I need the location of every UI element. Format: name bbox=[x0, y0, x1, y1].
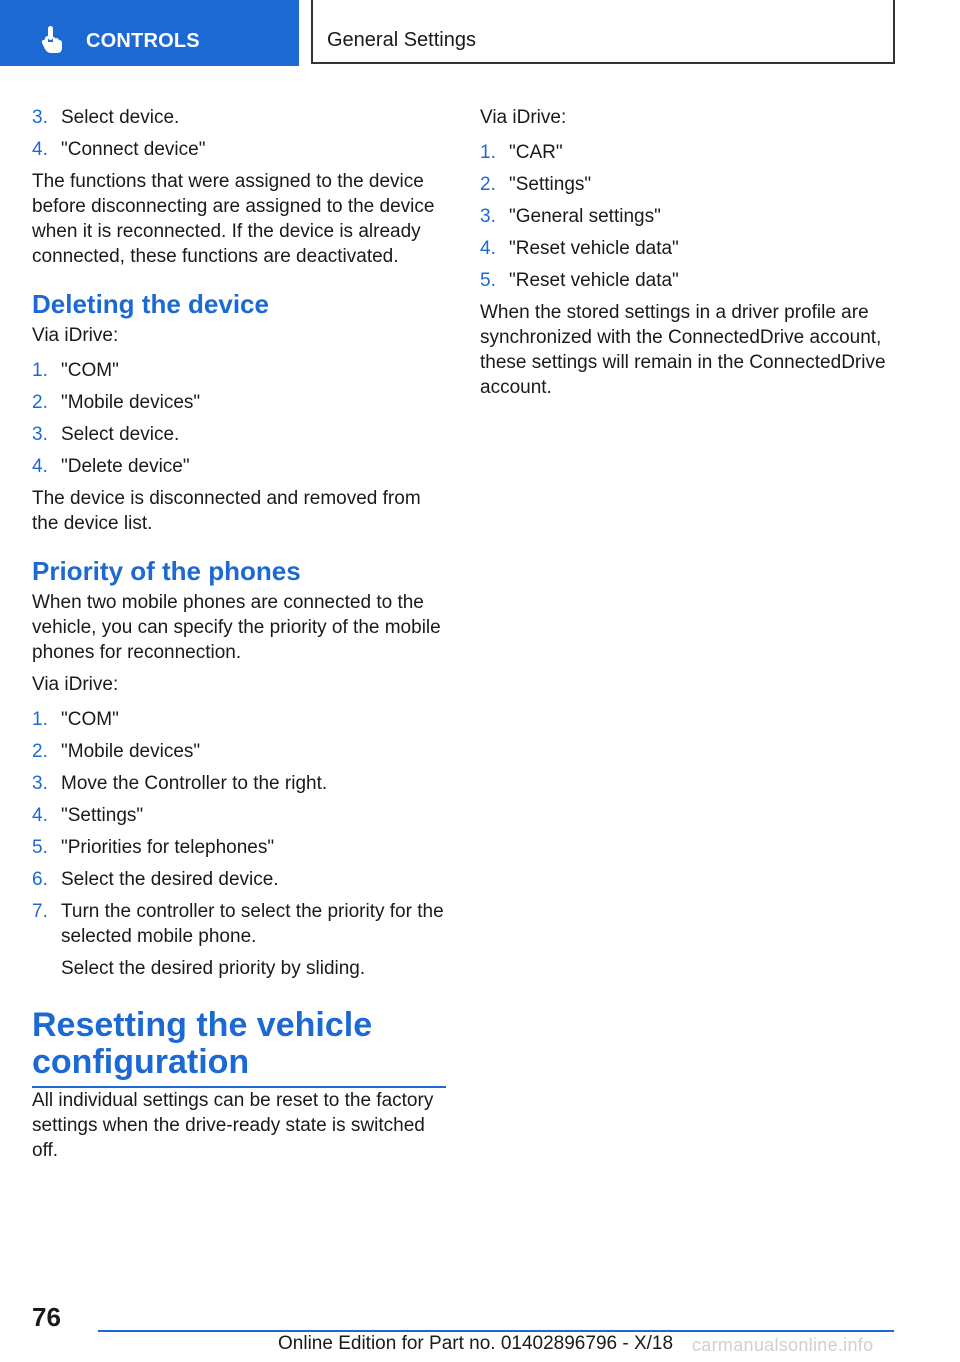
paragraph-deleted: The device is disconnected and removed from the device list. bbox=[32, 488, 421, 534]
page-title-box bbox=[311, 0, 895, 64]
list-item: 1. "COM" bbox=[32, 709, 119, 730]
list-item: 5. "Reset vehicle data" bbox=[480, 270, 679, 291]
paragraph-priority-intro: When two mobile phones are connected to the vehicle, you can specify the priority of the mobile phones for reconnection. bbox=[32, 592, 441, 663]
paragraph-resetting: All individual settings can be reset to the factory settings when the drive-ready state is switched off. bbox=[32, 1090, 434, 1161]
paragraph-connecteddrive: When the stored settings in a driver profile are synchronized with the ConnectedDrive account, these settings will remain in the ConnectedDrive account. bbox=[480, 302, 886, 398]
page-number: 76 bbox=[32, 1302, 61, 1332]
list-item: 2. "Settings" bbox=[480, 174, 592, 195]
right-column bbox=[480, 100, 894, 407]
list-item: 7. Turn the controller to select the priority for the selected mobile phone. Select the desired priority by sliding. bbox=[32, 899, 446, 981]
list-item: 4. "Settings" bbox=[32, 805, 144, 826]
section-tab[interactable] bbox=[0, 0, 299, 66]
list-item: 1. "CAR" bbox=[480, 142, 563, 163]
left-column bbox=[32, 100, 446, 1170]
page-title: General Settings bbox=[327, 29, 476, 51]
heading-deleting: Deleting the device bbox=[32, 289, 269, 319]
via-idrive: Via iDrive: bbox=[32, 674, 119, 695]
list-item: 3. "General settings" bbox=[480, 206, 661, 227]
list-item: 3. Select device. bbox=[32, 107, 180, 128]
steps-reset bbox=[480, 140, 894, 293]
via-idrive: Via iDrive: bbox=[480, 107, 567, 128]
via-idrive: Via iDrive: bbox=[32, 325, 119, 346]
heading-resetting: Resetting the vehicle configuration bbox=[32, 1007, 446, 1088]
steps-priority bbox=[32, 707, 446, 981]
footer-divider bbox=[98, 1330, 894, 1332]
watermark: carmanualsonline.info bbox=[692, 1335, 874, 1355]
list-item: 2. "Mobile devices" bbox=[32, 392, 201, 413]
list-item: 3. Select device. bbox=[32, 424, 180, 445]
section-tab-label: CONTROLS bbox=[86, 30, 200, 52]
list-item: 4. "Reset vehicle data" bbox=[480, 238, 679, 259]
heading-priority: Priority of the phones bbox=[32, 556, 301, 586]
hand-pointer-icon bbox=[40, 26, 66, 54]
list-item: 4. "Connect device" bbox=[32, 139, 206, 160]
footer-edition: Online Edition for Part no. 01402896796 - X/18 bbox=[278, 1333, 674, 1354]
list-item: 6. Select the desired device. bbox=[32, 869, 279, 890]
step-sub-note: Select the desired priority by sliding. bbox=[61, 958, 366, 979]
list-item: 3. Move the Controller to the right. bbox=[32, 773, 328, 794]
list-item: 5. "Priorities for telephones" bbox=[32, 837, 275, 858]
paragraph-reconnect: The functions that were assigned to the device before disconnecting are assigned to the device when it is reconnected. If the device is already connected, these functions are deactivated. bbox=[32, 171, 435, 267]
list-item: 1. "COM" bbox=[32, 360, 119, 381]
list-item: 2. "Mobile devices" bbox=[32, 741, 201, 762]
list-item: 4. "Delete device" bbox=[32, 456, 190, 477]
steps-connect bbox=[32, 105, 446, 162]
steps-deleting bbox=[32, 358, 446, 479]
